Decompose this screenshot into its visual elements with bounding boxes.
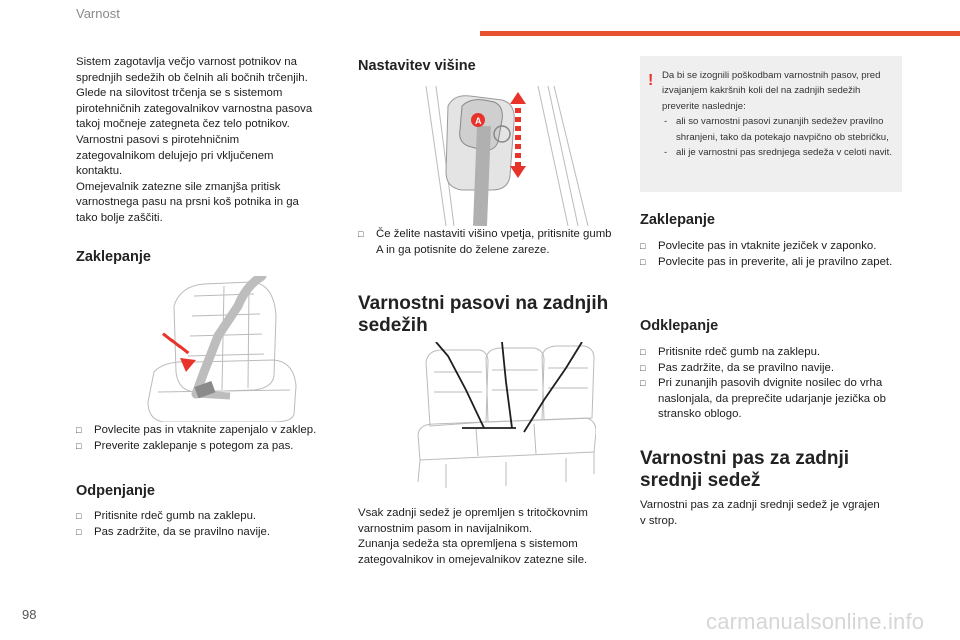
header-accent-rule bbox=[480, 31, 960, 36]
nastavitev-list bbox=[358, 227, 620, 258]
warning-item: - ali so varnostni pasovi zunanjih sedežev pravilno shranjeni, tako da potekajo navpično ob stebričku, bbox=[662, 114, 896, 145]
odklepanje-list bbox=[640, 345, 902, 423]
list-item: □ Preverite zaklepanje s potegom za pas. bbox=[76, 439, 338, 455]
srednji-text: Varnostni pas za zadnji srednji sedež je vgrajen v strop. bbox=[640, 499, 880, 527]
zaklepanje-rear-list bbox=[640, 239, 902, 270]
zadnji-text: Vsak zadnji sedež je opremljen s tritočkovnim varnostnim pasom in navijalnikom. Zunanja sedeža sta opremljena s sistemom zategovalnikov in omejevalnikov zatezne sile. bbox=[358, 507, 588, 566]
heading-nastavitev-visine: Nastavitev višine bbox=[358, 58, 476, 74]
list-item: □ Povlecite pas in vtaknite zapenjalo v zaklep. bbox=[76, 423, 338, 439]
list-item: □ Pritisnite rdeč gumb na zaklepu. bbox=[640, 345, 902, 361]
belt-height-adjuster-illustration bbox=[418, 86, 598, 226]
list-item: □ Če želite nastaviti višino vpetja, pritisnite gumb A in ga potisnite do želene zareze. bbox=[358, 227, 620, 258]
intro-paragraph: Sistem zagotavlja večjo varnost potnikov na sprednjih sedežih ob čelnih ali bočnih trčenjih. Glede na silovitost trčenja se s sistemom pirotehničnih zategovalnikov varnostna pasova takoj močneje zategneta čez telo potnikov. Varnostni pasovi s pirotehničnim zategovalnikom delujejo pri vključenem kontaktu. Omejevalnik zatezne sile zmanjša pritisk varnostnega pasu na prsni koš potnika in ga tako bolje zaščiti. bbox=[76, 56, 313, 224]
heading-zaklepanje: Zaklepanje bbox=[76, 249, 151, 265]
heading-zaklepanje-rear: Zaklepanje bbox=[640, 212, 715, 228]
page-number: 98 bbox=[22, 607, 37, 622]
zaklepanje-list bbox=[76, 423, 338, 454]
list-item: □ Povlecite pas in preverite, ali je pravilno zapet. bbox=[640, 255, 902, 271]
warning-exclamation-icon: ! bbox=[648, 72, 654, 89]
heading-srednji-sedez: Varnostni pas za zadnji srednji sedež bbox=[640, 448, 850, 491]
header-title: Varnost bbox=[76, 6, 120, 21]
warning-item: - ali je varnostni pas srednjega sedeža v celoti navit. bbox=[662, 145, 896, 160]
list-item: □ Pri zunanjih pasovih dvignite nosilec do vrha naslonjala, da preprečite udarjanje jezička ob stransko oblogo. bbox=[640, 376, 902, 423]
list-item: □ Povlecite pas in vtaknite jeziček v zaponko. bbox=[640, 239, 902, 255]
figure-label-a: A bbox=[475, 116, 482, 126]
seatbelt-buckle-illustration bbox=[134, 276, 304, 422]
warning-intro: Da bi se izognili poškodbam varnostnih pasov, pred izvajanjem kakršnih koli del na zadnjih sedežih preverite naslednje: bbox=[662, 70, 881, 112]
warning-text bbox=[662, 68, 896, 160]
list-item: □ Pritisnite rdeč gumb na zaklepu. bbox=[76, 509, 338, 525]
heading-odklepanje: Odklepanje bbox=[640, 318, 719, 334]
watermark: carmanualsonline.info bbox=[706, 609, 925, 634]
warning-box bbox=[640, 56, 902, 192]
warning-list bbox=[662, 114, 896, 160]
heading-odpenjanje: Odpenjanje bbox=[76, 483, 155, 499]
rear-seats-illustration bbox=[416, 342, 596, 492]
heading-zadnji-sedezi: Varnostni pasovi na zadnjih sedežih bbox=[358, 293, 609, 336]
list-item: □ Pas zadržite, da se pravilno navije. bbox=[76, 525, 338, 541]
odpenjanje-list bbox=[76, 509, 338, 540]
list-item: □ Pas zadržite, da se pravilno navije. bbox=[640, 361, 902, 377]
